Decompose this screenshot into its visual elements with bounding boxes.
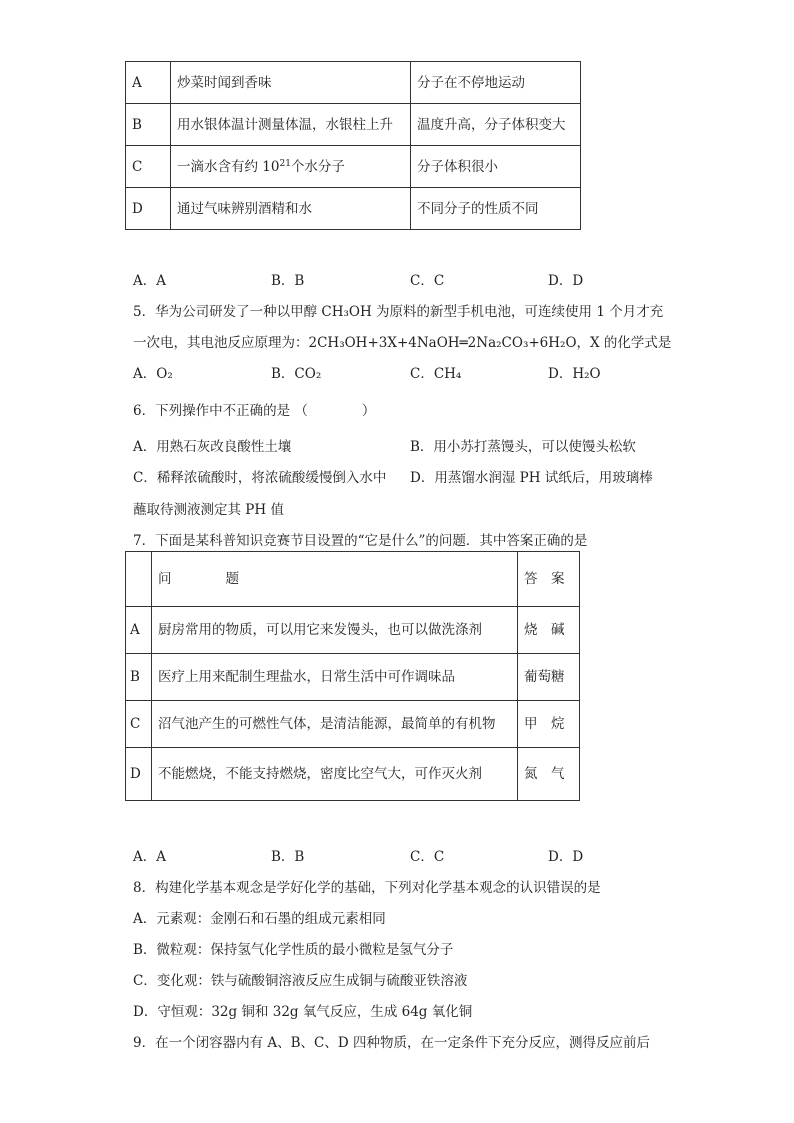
header-question: 问 题	[152, 552, 518, 607]
row-letter: A	[126, 607, 152, 654]
table-what-is-it	[125, 551, 580, 801]
q8-option-b: B．微粒观：保持氢气化学性质的最小微粒是氢气分子	[133, 942, 454, 958]
table-row	[126, 654, 580, 701]
row-answer: 氮 气	[518, 748, 580, 801]
row-question: 不能燃烧，不能支持燃烧，密度比空气大，可作灭火剂	[152, 748, 518, 801]
row-letter: B	[126, 654, 152, 701]
event-text-a: 一滴水含有约 10	[177, 158, 280, 175]
row-explain: 分子体积很小	[411, 146, 581, 188]
q4-option-d: D．D	[548, 273, 584, 289]
q8-option-a: A．元素观：金刚石和石墨的组成元素相同	[133, 911, 386, 927]
q7-option-a: A．A	[133, 849, 166, 865]
row-question: 厨房常用的物质，可以用它来发馒头，也可以做洗涤剂	[152, 607, 518, 654]
q9-stem: 9．在一个闭容器内有 A、B、C、D 四种物质，在一定条件下充分反应，测得反应前后	[133, 1035, 650, 1051]
q4-option-a: A．A	[133, 273, 166, 289]
row-event: 炒菜时闻到香味	[171, 62, 411, 104]
q6-stem: 6．下列操作中不正确的是 （ ）	[133, 403, 376, 419]
q5-option-a: A．O₂	[133, 366, 173, 382]
row-event: 用水银体温计测量体温，水银柱上升	[171, 104, 411, 146]
q7-option-c: C．C	[410, 849, 445, 865]
q5-stem-line2: 一次电，其电池反应原理为：2CH₃OH+3X+4NaOH═2Na₂CO₃+6H₂O，X 的化学式是	[133, 335, 672, 351]
table-row	[126, 62, 581, 104]
event-text-b: 个水分子	[290, 158, 345, 175]
q6-option-d: D．用蒸馏水润湿 PH 试纸后，用玻璃棒	[410, 470, 653, 486]
header-letter	[126, 552, 152, 607]
q7-option-b: B．B	[271, 849, 305, 865]
table-row	[126, 104, 581, 146]
table-row	[126, 188, 581, 230]
row-letter: A	[126, 62, 171, 104]
table-row	[126, 701, 580, 748]
row-letter: D	[126, 188, 171, 230]
row-explain: 温度升高，分子体积变大	[411, 104, 581, 146]
row-letter: D	[126, 748, 152, 801]
q5-option-c: C．CH₄	[410, 366, 462, 382]
row-question: 医疗上用来配制生理盐水，日常生活中可作调味品	[152, 654, 518, 701]
row-answer: 葡萄糖	[518, 654, 580, 701]
exponent: 21	[279, 158, 291, 169]
q4-option-c: C．C	[410, 273, 445, 289]
q8-option-c: C．变化观：铁与硫酸铜溶液反应生成铜与硫酸亚铁溶液	[133, 973, 468, 989]
q5-option-d: D．H₂O	[548, 366, 601, 382]
table-header-row	[126, 552, 580, 607]
q7-option-d: D．D	[548, 849, 584, 865]
row-letter: C	[126, 701, 152, 748]
q5-option-b: B．CO₂	[271, 366, 322, 382]
q7-stem: 7．下面是某科普知识竞赛节目设置的“它是什么”的问题．其中答案正确的是	[133, 533, 588, 549]
table-row	[126, 607, 580, 654]
q6-option-b: B．用小苏打蒸馒头，可以使馒头松软	[410, 439, 636, 455]
row-explain: 分子在不停地运动	[411, 62, 581, 104]
table-row	[126, 748, 580, 801]
q8-stem: 8．构建化学基本观念是学好化学的基础，下列对化学基本观念的认识错误的是	[133, 880, 601, 896]
row-answer: 甲 烷	[518, 701, 580, 748]
q6-option-d-continued: 蘸取待测液测定其 PH 值	[133, 502, 284, 518]
q4-option-b: B．B	[271, 273, 305, 289]
q6-option-a: A．用熟石灰改良酸性土壤	[133, 439, 292, 455]
row-explain: 不同分子的性质不同	[411, 188, 581, 230]
row-question: 沼气池产生的可燃性气体，是清洁能源，最简单的有机物	[152, 701, 518, 748]
row-letter: C	[126, 146, 171, 188]
row-answer: 烧 碱	[518, 607, 580, 654]
row-event	[171, 146, 411, 188]
header-answer: 答 案	[518, 552, 580, 607]
table-row	[126, 146, 581, 188]
q8-option-d: D．守恒观：32g 铜和 32g 氧气反应，生成 64g 氧化铜	[133, 1004, 473, 1020]
row-letter: B	[126, 104, 171, 146]
row-event: 通过气味辨别酒精和水	[171, 188, 411, 230]
table-molecule-facts	[125, 61, 581, 230]
q6-option-c: C．稀释浓硫酸时，将浓硫酸缓慢倒入水中	[133, 470, 387, 486]
q5-stem-line1: 5．华为公司研发了一种以甲醇 CH₃OH 为原料的新型手机电池，可连续使用 1 个月才充	[133, 304, 664, 320]
